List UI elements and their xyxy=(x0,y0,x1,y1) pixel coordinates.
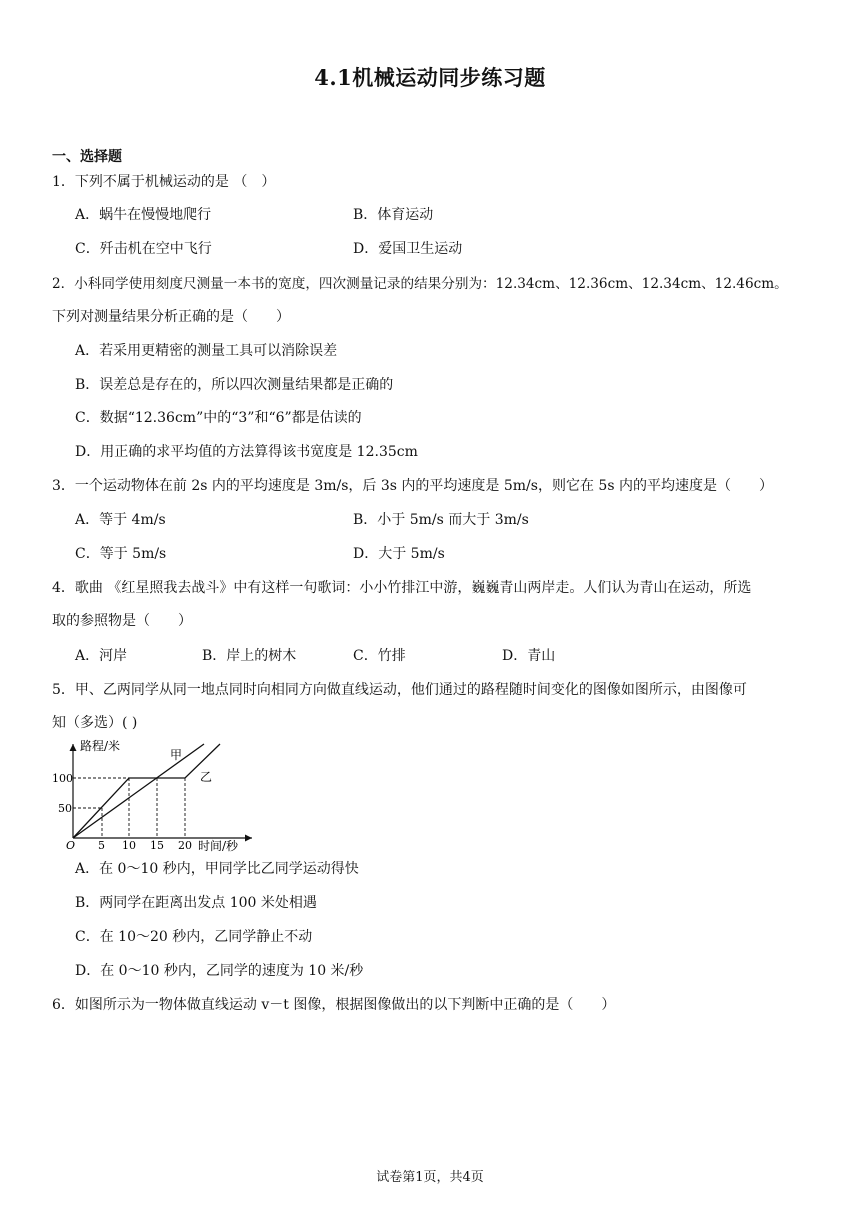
question-1-option-c: C．歼击机在空中飞行 xyxy=(75,241,212,257)
y-tick-50: 50 xyxy=(58,802,72,815)
x-tick-10: 10 xyxy=(122,839,136,852)
question-3-option-d: D．大于 5m/s xyxy=(353,546,445,562)
question-4-stem-line1: 4．歌曲 《红星照我去战斗》中有这样一句歌词：小小竹排江中游，巍巍青山两岸走。人们认为青山在运动，所选 xyxy=(52,580,752,596)
question-3-option-a: A．等于 4m/s xyxy=(75,512,166,528)
question-2-stem-line1: 2．小科同学使用刻度尺测量一本书的宽度，四次测量记录的结果分别为：12.34cm、12.36cm、12.34cm、12.46cm。 xyxy=(52,276,788,292)
question-2-option-c: C．数据“12.36cm”中的“3”和“6”都是估读的 xyxy=(75,410,362,426)
question-2-option-d: D．用正确的求平均值的方法算得该书宽度是 12.35cm xyxy=(75,444,418,460)
section-heading: 一、选择题 xyxy=(52,149,122,165)
origin-label: O xyxy=(66,839,76,852)
question-5-stem-line1: 5．甲、乙两同学从同一地点同时向相同方向做直线运动，他们通过的路程随时间变化的图像如图所示，由图像可 xyxy=(52,682,747,698)
label-yi: 乙 xyxy=(200,770,213,784)
question-1-option-d: D．爱国卫生运动 xyxy=(353,241,463,257)
x-axis-label: 时间/秒 xyxy=(198,839,239,853)
question-5-option-c: C．在 10～20 秒内，乙同学静止不动 xyxy=(75,929,313,945)
y-axis-label: 路程/米 xyxy=(80,739,121,753)
question-3-option-b: B．小于 5m/s 而大于 3m/s xyxy=(353,512,529,528)
question-1-stem: 1．下列不属于机械运动的是 （ ） xyxy=(52,174,276,190)
question-2-option-b: B．误差总是存在的，所以四次测量结果都是正确的 xyxy=(75,377,394,393)
question-4-option-d: D．青山 xyxy=(502,648,556,664)
x-tick-15: 15 xyxy=(150,839,164,852)
series-yi xyxy=(73,744,220,838)
question-5-stem-line2: 知（多选）( ) xyxy=(52,715,138,731)
question-5-option-a: A．在 0～10 秒内，甲同学比乙同学运动得快 xyxy=(75,861,359,877)
question-4-stem-line2: 取的参照物是（ ） xyxy=(52,613,192,629)
question-5-option-b: B．两同学在距离出发点 100 米处相遇 xyxy=(75,895,317,911)
question-1-option-a: A．蜗牛在慢慢地爬行 xyxy=(75,207,212,223)
x-tick-20: 20 xyxy=(178,839,192,852)
question-4-option-c: C．竹排 xyxy=(353,648,406,664)
y-tick-100: 100 xyxy=(52,772,73,785)
question-2-stem-line2: 下列对测量结果分析正确的是（ ） xyxy=(52,309,290,325)
distance-time-graph xyxy=(52,736,262,854)
x-tick-5: 5 xyxy=(98,839,105,852)
question-4-option-a: A．河岸 xyxy=(75,648,128,664)
question-6-stem: 6．如图所示为一物体做直线运动 v－t 图像，根据图像做出的以下判断中正确的是（ ） xyxy=(52,997,616,1013)
question-4-option-b: B．岸上的树木 xyxy=(202,648,297,664)
label-jia: 甲 xyxy=(170,748,183,762)
question-1-option-b: B．体育运动 xyxy=(353,207,434,223)
question-2-option-a: A．若采用更精密的测量工具可以消除误差 xyxy=(75,343,338,359)
question-3-stem: 3．一个运动物体在前 2s 内的平均速度是 3m/s，后 3s 内的平均速度是 5m/s，则它在 5s 内的平均速度是（ ） xyxy=(52,478,773,494)
question-5-option-d: D．在 0～10 秒内，乙同学的速度为 10 米/秒 xyxy=(75,963,364,979)
question-3-option-c: C．等于 5m/s xyxy=(75,546,167,562)
page-title: 4.1机械运动同步练习题 xyxy=(314,65,546,90)
series-jia xyxy=(73,744,204,838)
page-footer: 试卷第1页，共4页 xyxy=(376,1170,484,1185)
